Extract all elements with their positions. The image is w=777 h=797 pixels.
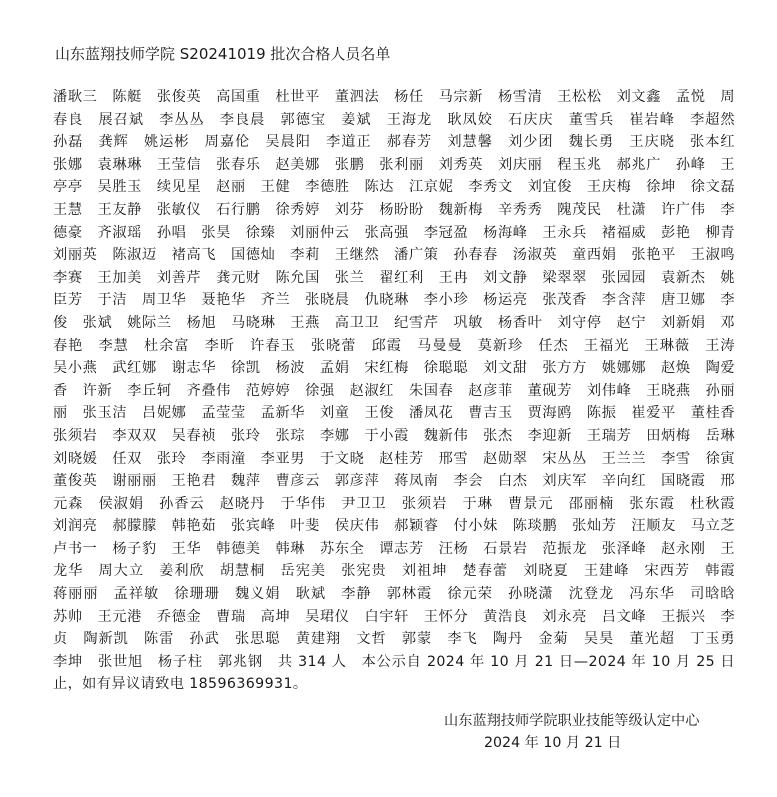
issuer-organization: 山东蓝翔技师学院职业技能等级认定中心 <box>444 713 700 729</box>
qualified-names-list: 潘耿三 陈艇 张俊英 高国重 杜世平 董泗法 杨任 马宗新 杨雪清 王松松 刘文鑫 孟悦 周春良 展召斌 李丛丛 李良晨 郭德宝 姜斌 王海龙 耿凤姣 石庆庆 董雪兵 崔岩峰 李超然 孙磊 龚辉 姚运彬 周嘉伦 吴晨阳 李道正 郝春芳 刘慧馨 刘少团 魏长勇 王庆晓 张本红 张娜 袁琳琳 王莹信 张春乐 赵美娜 张鹏 张利丽 刘秀英 刘庆丽 程玉兆 郝兆广 孙峰 王亭亭 吴胜玉 续见星 赵丽 王健 李德胜 陈达 江京妮 李秀文 刘宜俊 王庆梅 徐坤 徐文磊 王慧 王友静 张敏仪 石行鹏 徐秀婷 刘芬 杨盼盼 魏新梅 辛秀秀 隗茂民 杜潇 许广伟 李德豪 齐淑瑶 孙唱 张昊 徐臻 刘丽仲云 张高强 李冠盈 杨海峰 王永兵 褚福威 彭艳 柳青 刘丽英 陈淑迈 褚高飞 国德灿 李莉 王继然 潘广策 孙春春 汤淑英 童西娟 张艳平 王淑鸣 李赛 王加美 刘善芹 龚元财 陈允国 张兰 翟红利 王冉 刘文静 梁翠翠 张园园 袁新杰 姚臣芳 于洁 周卫华 聂艳华 齐兰 张晓晨 仇晓琳 李小珍 杨运亮 张茂香 李含萍 唐卫娜 李俊 张斌 姚际兰 杨旭 马晓琳 王燕 高卫卫 纪雪芹 巩敏 杨香叶 刘守停 赵宁 刘新娟 邓春艳 李慧 杜余富 李昕 许春玉 张晓蕾 邱霞 马曼曼 莫新珍 任杰 王福光 王琳薇 王涛 吴小燕 武红娜 谢志华 徐凯 杨波 孟娟 宋红梅 徐聪聪 刘文甜 张方方 姚娜娜 赵焕 陶爱香 许新 李丘轲 齐叠伟 范婷婷 徐强 赵淑红 朱国春 赵彦菲 董砚芳 刘伟峰 王晓燕 孙丽丽 张玉洁 吕妮娜 孟莹莹 孟新华 刘童 王俊 潘凤花 曹吉玉 贾海鸥 陈振 崔爱平 董桂香 张须岩 李双双 吴春祯 张玲 张琮 李娜 于小霞 魏新伟 张杰 李迎新 王瑞芳 田炳梅 岳琳 刘晓媛 任双 张玲 李雨潼 李亚男 于文晓 赵桂芳 邢雪 赵勋翠 宋丛丛 王兰兰 李雪 徐寅 董俊英 谢丽丽 王艳君 魏萍 曹彦云 郭彦萍 蒋凤南 李会 白杰 刘庆军 辛向红 国晓霞 邢元森 侯淑娟 孙香云 赵晓丹 于华伟 尹卫卫 张须岩 于琳 曹景元 邵丽楠 张东霞 杜秋霞 刘润亮 郝朦朦 韩艳茹 张宾峰 叶斐 侯庆伟 郝颖睿 付小妹 陈琰鹏 张灿芳 汪顺友 马立芝 卢书一 杨子豹 王华 韩德美 韩琳 苏东全 谭志芳 汪杨 石景岩 范振龙 张泽峰 赵永刚 王龙华 周大立 姜利欣 胡慧桐 岳宪美 张宪贵 刘祖坤 楚春蕾 刘晓夏 王建峰 宋西芳 韩霞 蒋丽丽 孟祥敏 徐珊珊 魏义娟 耿斌 李静 郭林霞 徐元荣 孙晓潇 沈登龙 冯东华 司晗晗 苏帅 王元港 乔德金 曹瑞 高坤 吴珺仪 白宇轩 王怀分 黄浩良 刘永亮 吕文峰 王振兴 李贞 陶新凯 陈雷 孙武 张思聪 黄建翔 文哲 郭蒙 李飞 陶丹 金菊 吴昊 董光超 丁玉勇 李坤 张世旭 杨子柱 郭兆钢 共 314 人 本公示自 2024 年 10 月 21 日—2024 年 10 月 25 日止，如有异议请致电 18596369931。 <box>53 89 750 693</box>
document-title: 山东蓝翔技师学院 S20241019 批次合格人员名单 <box>55 45 391 63</box>
issue-date: 2024 年 10 月 21 日 <box>484 735 622 751</box>
